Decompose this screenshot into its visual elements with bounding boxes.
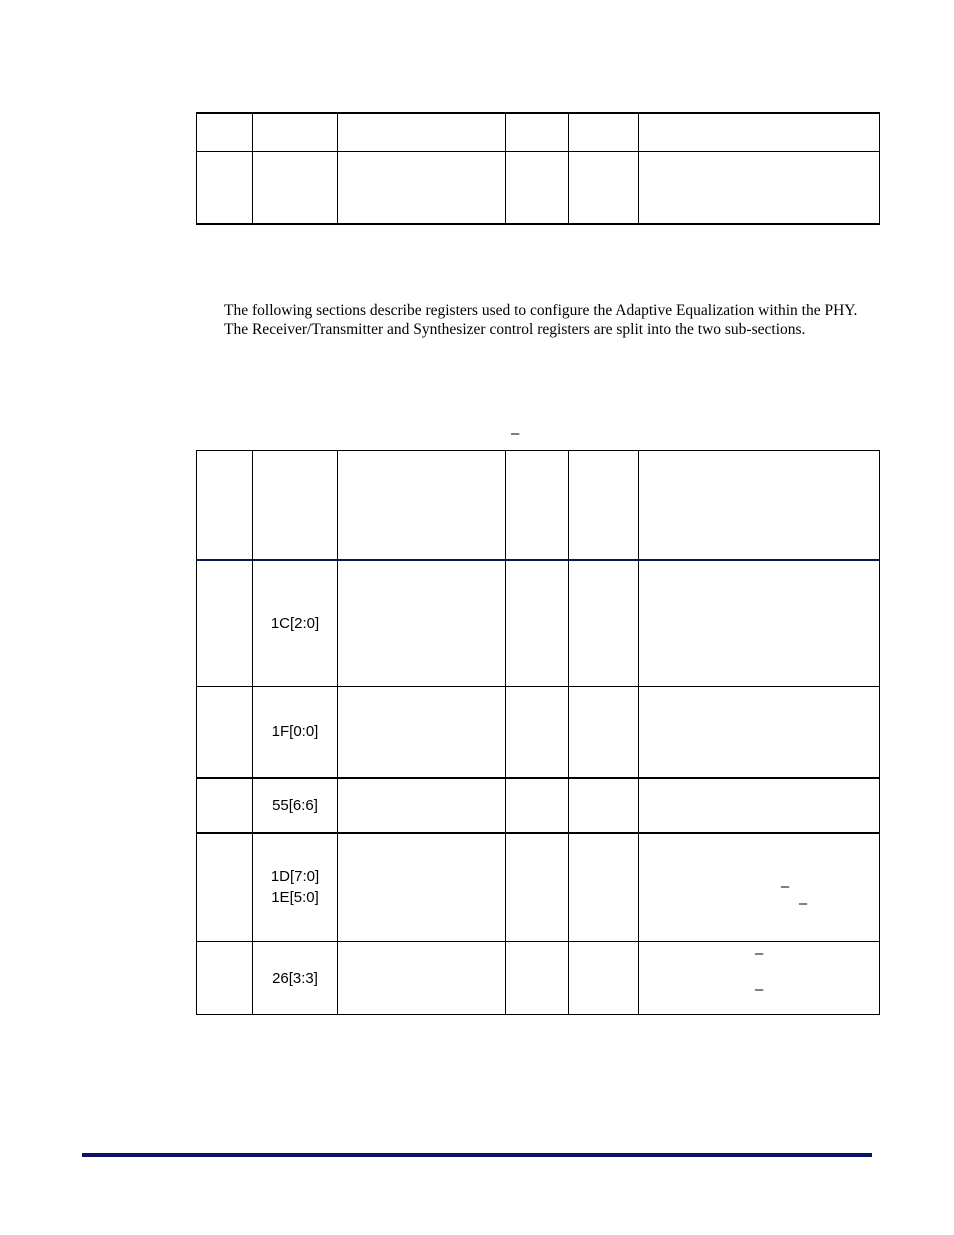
register-table-header-row	[197, 451, 880, 560]
dash-mark: –	[754, 945, 764, 962]
table-row	[197, 687, 880, 778]
top-table	[196, 112, 880, 225]
dash-mark: –	[754, 981, 764, 998]
register-cell: 1D[7:0] 1E[5:0]	[253, 833, 338, 942]
register-cell: 55[6:6]	[253, 778, 338, 833]
table-row	[197, 560, 880, 687]
description-cell	[639, 942, 880, 1015]
footer-rule	[82, 1153, 872, 1157]
description-cell	[639, 833, 880, 942]
table-row	[197, 833, 880, 942]
table-row	[197, 942, 880, 1015]
dash-mark: –	[780, 877, 790, 895]
register-cell: 1C[2:0]	[253, 560, 338, 687]
table-row	[197, 778, 880, 833]
intro-paragraph: The following sections describe registers used to configure the Adaptive Equalization within the PHY. The Receiver/Transmitter and Synthesizer control registers are split into the two sub-sections.	[224, 302, 858, 338]
table-caption: –	[511, 425, 520, 442]
dash-mark: –	[798, 894, 808, 912]
register-table	[196, 450, 880, 1015]
register-cell: 1F[0:0]	[253, 687, 338, 778]
top-table-row	[197, 151, 880, 224]
top-table-header-row	[197, 113, 880, 151]
register-cell: 26[3:3]	[253, 942, 338, 1015]
